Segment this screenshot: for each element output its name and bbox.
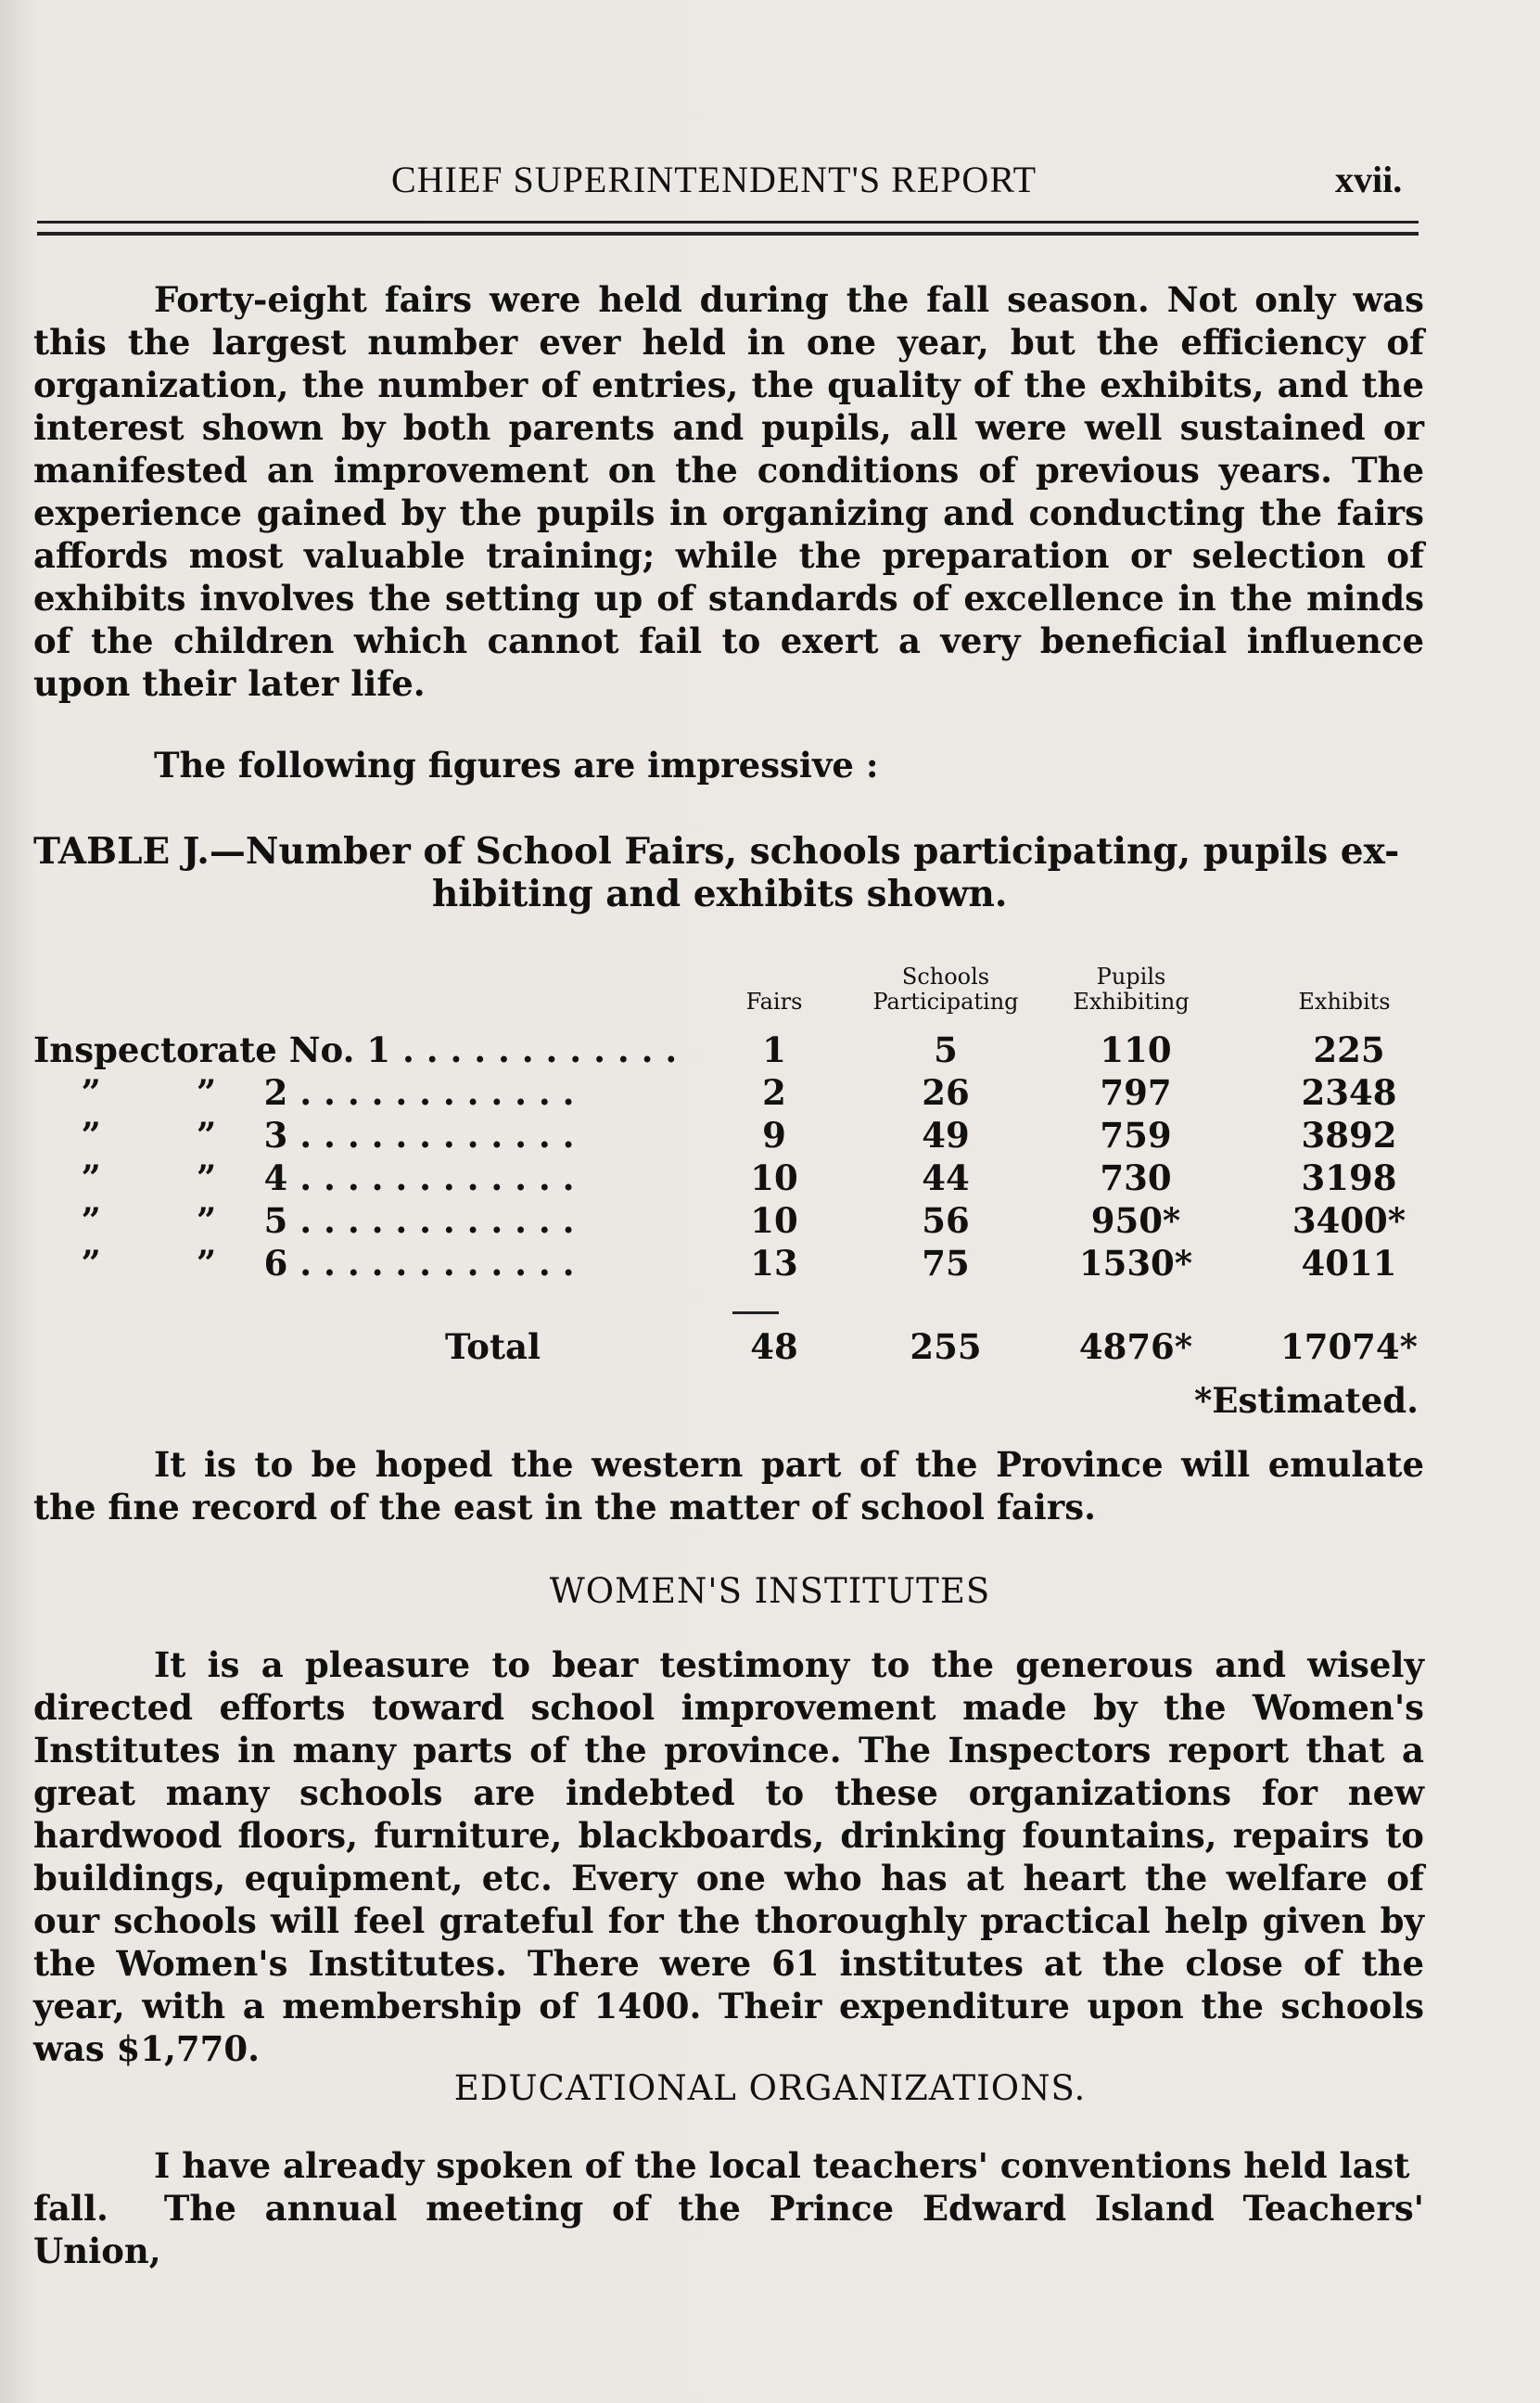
organizations-paragraph	[33, 2144, 1424, 2272]
table-cell-exhibits: 3198	[1301, 1157, 1397, 1198]
table-cell-pupils: 1530*	[1078, 1243, 1193, 1284]
col-header-pupils-line2: Exhibiting	[1073, 989, 1190, 1015]
table-cell-fairs: 1	[762, 1029, 786, 1070]
organizations-line1: I have already spoken of the local teachers' conventions held last	[154, 2145, 1410, 2186]
table-cell-pupils: 730	[1100, 1157, 1172, 1198]
col-header-exhibits: Exhibits	[1298, 989, 1391, 1015]
table-title-line1: TABLE J.—Number of School Fairs, schools participating, pupils ex-	[33, 830, 1400, 873]
total-schools: 255	[910, 1326, 982, 1367]
table-row-label: ” ” 4 . . . . . . . . . . . .	[33, 1157, 575, 1198]
table-title-line2: hibiting and exhibits shown.	[432, 873, 1008, 915]
table-cell-schools: 5	[934, 1029, 958, 1070]
header-rule-thick	[37, 232, 1419, 236]
organizations-line2-rest: The annual meeting of the Prince Edward Island Teachers' Union,	[33, 2188, 1424, 2271]
table-row-label: ” ” 2 . . . . . . . . . . . .	[33, 1072, 575, 1113]
table-row-label: Inspectorate No. 1 . . . . . . . . . . . .	[33, 1029, 678, 1070]
section-heading-educational-organizations: EDUCATIONAL ORGANIZATIONS.	[453, 2068, 1087, 2108]
header-rule-thin	[37, 221, 1419, 224]
table-cell-schools: 26	[922, 1072, 970, 1113]
table-cell-schools: 49	[922, 1115, 970, 1156]
table-row-label: ” ” 6 . . . . . . . . . . . .	[33, 1243, 575, 1284]
organizations-line2-start: fall.	[33, 2188, 108, 2229]
table-cell-fairs: 10	[750, 1157, 798, 1198]
col-header-schools-line2: Participating	[872, 989, 1019, 1015]
institutes-paragraph	[33, 1643, 1424, 2070]
running-title: CHIEF SUPERINTENDENT'S REPORT	[390, 159, 1037, 200]
institutes-text: It is a pleasure to bear testimony to the generous and wisely directed efforts toward school improvement made by the Women's Institutes in many parts of the province. The Inspectors report that a great many schools are indebted to these organizations for new hardwood floors, furniture, blackboards, drinking fountains, repairs to buildings, equipment, etc. Every one who has at heart the welfare of our schools will feel grateful for the thoroughly practical help given by the Women's Institutes. There were 61 institutes at the close of the year, with a membership of 1400. Their expenditure upon the schools was $1,770.	[33, 1644, 1424, 2069]
total-pupils: 4876*	[1078, 1326, 1193, 1367]
table-cell-pupils: 950*	[1090, 1200, 1181, 1241]
table-cell-schools: 75	[922, 1243, 970, 1284]
organizations-line2	[33, 2187, 1424, 2272]
figures-intro-text: The following figures are impressive :	[154, 745, 879, 786]
table-row-label: ” ” 5 . . . . . . . . . . . .	[33, 1200, 575, 1241]
fairs-paragraph	[33, 278, 1424, 705]
table-cell-exhibits: 3400*	[1292, 1200, 1406, 1241]
table-cell-fairs: 13	[750, 1243, 798, 1284]
table-cell-exhibits: 4011	[1301, 1243, 1397, 1284]
table-cell-pupils: 759	[1100, 1115, 1172, 1156]
total-exhibits: 17074*	[1279, 1326, 1419, 1367]
col-header-pupils	[1048, 965, 1215, 1015]
table-footnote: *Estimated.	[1193, 1380, 1419, 1421]
col-header-schools	[853, 965, 1038, 1015]
emulate-text: It is to be hoped the western part of the Province will emulate the fine record of the east in the matter of school fairs.	[33, 1444, 1424, 1527]
table-cell-fairs: 2	[762, 1072, 786, 1113]
table-row-label: ” ” 3 . . . . . . . . . . . .	[33, 1115, 575, 1156]
table-cell-schools: 56	[922, 1200, 970, 1241]
table-cell-fairs: 9	[762, 1115, 786, 1156]
col-header-fairs: Fairs	[745, 989, 803, 1015]
total-rule	[732, 1311, 779, 1314]
table-cell-exhibits: 3892	[1301, 1115, 1397, 1156]
table-cell-exhibits: 225	[1313, 1029, 1385, 1070]
fairs-intro-text: Forty-eight fairs were held during the fall season. Not only was this the largest number ever held in one year, but the efficiency of organization, the number of entries, the quality of the exhibits, and the interest shown by both parents and pupils, all were well sustained or manifested an improvement on the conditions of previous years. The experience gained by the pupils in organizing and conducting the fairs affords most valuable training; while the preparation or selection of exhibits involves the setting up of standards of excellence in the minds of the children which cannot fail to exert a very beneficial influence upon their later life.	[33, 279, 1424, 704]
table-cell-schools: 44	[922, 1157, 970, 1198]
emulate-paragraph	[33, 1443, 1424, 1528]
total-fairs: 48	[750, 1326, 798, 1367]
section-heading-womens-institutes: WOMEN'S INSTITUTES	[549, 1571, 991, 1611]
col-header-pupils-line1: Pupils	[1096, 964, 1166, 990]
total-label: Total	[445, 1326, 541, 1367]
table-cell-pupils: 797	[1100, 1072, 1172, 1113]
col-header-schools-line1: Schools	[901, 964, 990, 990]
page-header	[0, 158, 1540, 213]
table-title	[33, 830, 1424, 915]
table-cell-pupils: 110	[1100, 1029, 1172, 1070]
figures-paragraph	[33, 744, 1424, 786]
table-cell-exhibits: 2348	[1301, 1072, 1397, 1113]
page-number: xvii.	[1335, 159, 1403, 200]
table-cell-fairs: 10	[750, 1200, 798, 1241]
